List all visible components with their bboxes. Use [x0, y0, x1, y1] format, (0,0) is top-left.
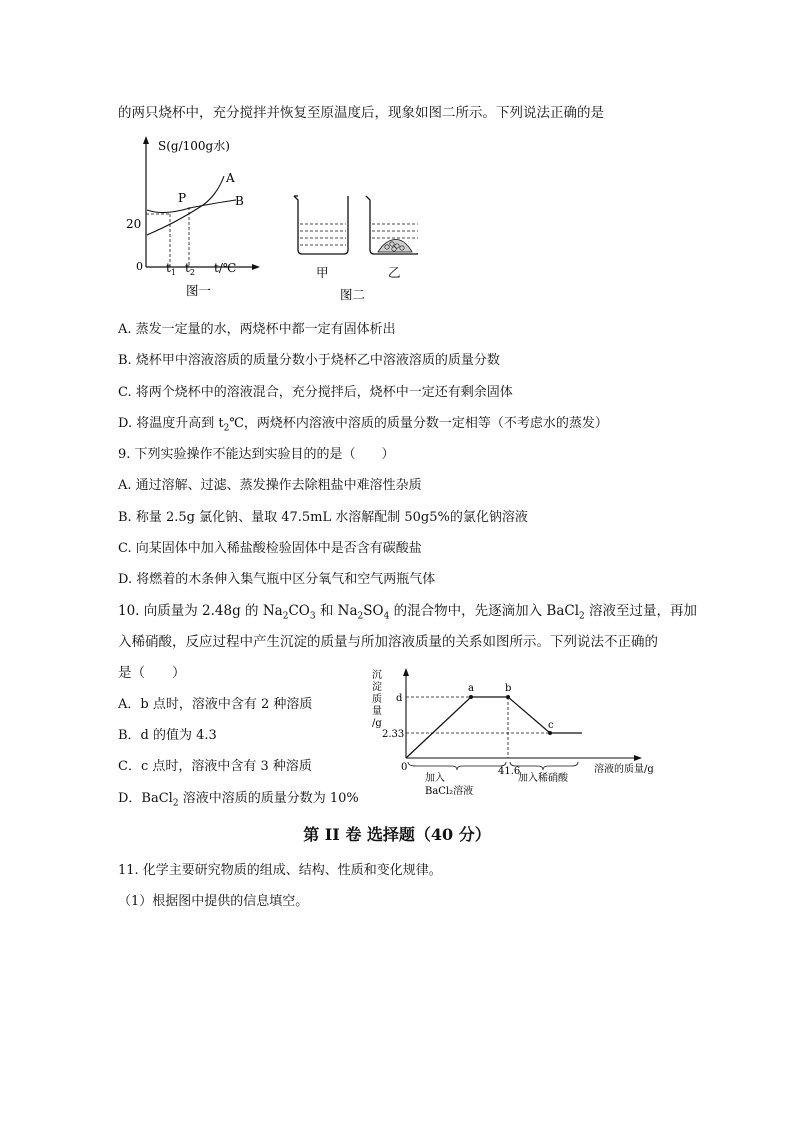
origin-label: 0 — [401, 762, 408, 773]
q9-option-d: D. 将燃着的木条伸入集气瓶中区分氧气和空气两瓶气体 — [118, 572, 436, 587]
figure-2-caption: 图二 — [340, 287, 366, 302]
point-b — [506, 695, 510, 699]
x-tick-41-6: 41.6 — [498, 766, 521, 777]
q8-option-d: D. 将温度升高到 $t_2℃$，两烧杯内溶液中溶质的质量分数一定相等（不考虑水的蒸发） — [118, 416, 608, 434]
point-a — [469, 695, 473, 699]
label-d: d — [396, 693, 403, 704]
q10-option-b: B．d 的值为 4.3 — [118, 728, 217, 743]
t2-label: $t_2$ — [185, 261, 195, 277]
point-c-label: c — [548, 720, 554, 731]
curve-b-label: B — [235, 194, 244, 208]
q8-option-b: B. 烧杯甲中溶液溶质的质量分数小于烧杯乙中溶液溶质的质量分数 — [118, 353, 500, 368]
point-b-label: b — [505, 683, 512, 694]
curve-a-label: A — [226, 171, 235, 185]
point-a-label: a — [468, 683, 474, 694]
segment-2-label: 加入稀硝酸 — [518, 773, 568, 784]
temperature-axis-label: t/℃ — [214, 261, 237, 275]
precipitate-mass-figure — [368, 666, 668, 802]
question-8-stem-tail: 的两只烧杯中，充分搅拌并恢复至原温度后，现象如图二所示。下列说法正确的是 — [118, 105, 604, 121]
q11-sub-1: （1）根据图中提供的信息填空。 — [118, 894, 309, 909]
q10-option-d: D．BaCl$_2$ 溶液中溶质的质量分数为 10% — [118, 791, 359, 809]
beaker-jia — [294, 196, 348, 254]
y-label-char-1: 沉 — [372, 670, 382, 681]
point-p-label: P — [178, 191, 187, 205]
solubility-curve-figure — [118, 130, 268, 300]
origin-label: 0 — [136, 260, 143, 273]
t1-label: $t_1$ — [166, 261, 176, 277]
y-label-char-2: 淀 — [372, 682, 382, 693]
curve-a — [147, 176, 224, 235]
y-label-char-3: 质 — [372, 694, 382, 705]
segment-1-label-line-2: BaCl₂溶液 — [425, 786, 474, 797]
solubility-axis-label: S(g/100g水) — [158, 139, 230, 153]
q10-stem-line-2: 入稀硝酸，反应过程中产生沉淀的质量与所加溶液质量的关系如图所示。下列说法不正确的 — [118, 634, 658, 650]
figure-1-caption: 图一 — [186, 283, 212, 298]
q9-option-a: A. 通过溶解、过滤、蒸发操作去除粗盐中难溶性杂质 — [118, 478, 422, 493]
beaker-jia-label: 甲 — [316, 265, 329, 280]
q10-option-a: A．b 点时，溶液中含有 2 种溶质 — [118, 697, 313, 712]
y-label-char-5: /g — [372, 718, 382, 729]
q10-stem-line-3: 是（ ） — [118, 665, 186, 681]
q10-option-c: C．c 点时，溶液中含有 3 种溶质 — [118, 759, 312, 774]
q8-option-a: A. 蒸发一定量的水，两烧杯中都一定有固体析出 — [118, 322, 396, 337]
q8-option-c: C. 将两个烧杯中的溶液混合，充分搅拌后，烧杯中一定还有剩余固体 — [118, 385, 513, 400]
beaker-yi-label: 乙 — [388, 265, 401, 280]
precipitate-curve — [406, 697, 582, 758]
y-label-char-4: 量 — [372, 706, 382, 717]
beaker-yi — [366, 196, 418, 254]
brace-bacl2 — [408, 762, 506, 770]
segment-1-label-line-1: 加入 — [425, 773, 445, 784]
curve-b — [147, 200, 236, 212]
q9-stem: 9. 下列实验操作不能达到实验目的的是（ ） — [118, 447, 395, 462]
beakers-figure — [288, 190, 418, 302]
y-tick-20: 20 — [126, 217, 142, 231]
point-c — [548, 731, 552, 735]
q10-stem-line-1: 10. 向质量为 2.48g 的 $Na_2CO_3$ 和 $Na_2SO_4$ 的混合物中，先逐滴加入 BaCl$_2$ 溶液至过量，再加 — [118, 603, 698, 622]
q9-option-c: C. 向某固体中加入稀盐酸检验固体中是否含有碳酸盐 — [118, 541, 422, 556]
q9-option-b: B. 称量 2.5g 氯化钠、量取 47.5mL 水溶解配制 50g5%的氯化钠溶液 — [118, 510, 528, 525]
label-2-33: 2.33 — [382, 729, 405, 740]
q11-stem: 11. 化学主要研究物质的组成、结构、性质和变化规律。 — [118, 863, 442, 878]
section-title: 第 II 卷 选择题（40 分） — [303, 825, 491, 844]
x-axis-label: 溶液的质量/g — [594, 764, 654, 775]
